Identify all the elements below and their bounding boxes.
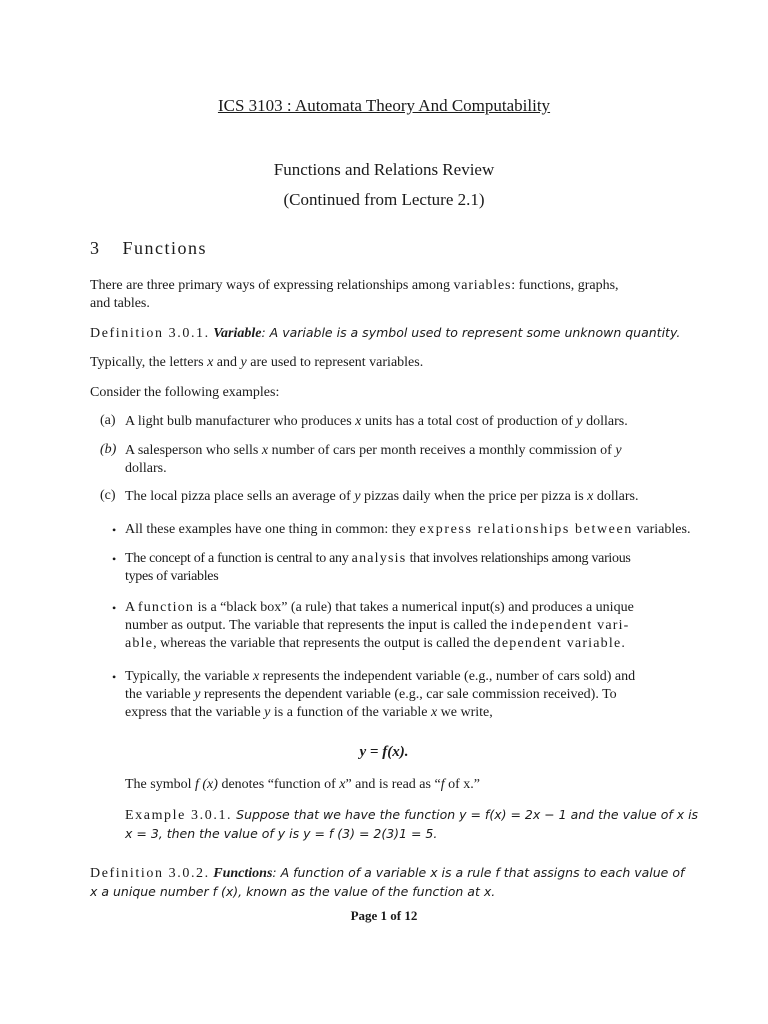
section-title: Functions: [122, 238, 208, 258]
document-subtitle: (Continued from Lecture 2.1): [283, 190, 485, 209]
definition-label: Definition 3.0.2.: [90, 866, 210, 881]
course-title: ICS 3103 : Automata Theory And Computability: [217, 96, 551, 115]
bullet-item: All these examples have one thing in common: they express relationships between variables.: [125, 522, 691, 537]
bullet-icon: •: [112, 523, 117, 537]
consider-sentence: Consider the following examples:: [90, 385, 280, 400]
document-title: Functions and Relations Review: [273, 160, 495, 179]
definition-3-0-1: Definition 3.0.1. Variable: A variable is a symbol used to represent some unknown quantity.: [90, 325, 681, 341]
bullet-item: The concept of a function is central to any analysis that involves relationships among various types of variables: [125, 551, 631, 584]
symbol-sentence: The symbol f (x) denotes “function of x” and is read as “f of x.”: [125, 777, 480, 792]
definition-3-0-2: Definition 3.0.2. Functions: A function of a variable x is a rule f that assigns to each value of x a unique number f (x), known as the value of the function at x.: [90, 865, 685, 899]
section-heading: [90, 238, 207, 259]
bullet-item: Typically, the variable x represents the independent variable (e.g., number of cars sold) and the variable y represents the dependent variable (e.g., car sale commission received). To express that the variable y is a function of the variable x we write,: [125, 669, 636, 720]
bullet-icon: •: [112, 670, 117, 684]
list-item: A light bulb manufacturer who produces x units has a total cost of production of y dollars.: [125, 414, 628, 429]
function-formula: y = f(x).: [359, 744, 409, 760]
page-number: Page 1 of 12: [350, 908, 418, 923]
definition-term: Functions: [213, 866, 273, 881]
list-item-label: (b): [100, 442, 117, 457]
list-item: A salesperson who sells x number of cars per month receives a monthly commission of y dollars.: [125, 443, 622, 476]
list-item: The local pizza place sells an average of y pizzas daily when the price per pizza is x dollars.: [125, 489, 639, 504]
example-3-0-1: Example 3.0.1. Suppose that we have the function y = f(x) = 2x − 1 and the value of x is x = 3, then the value of y is y = f (3) = 2(3)1 = 5.: [125, 807, 699, 841]
bullet-icon: •: [112, 601, 117, 615]
definition-term: Variable: [213, 326, 262, 341]
list-item-label: (c): [100, 488, 116, 503]
bullet-item: A function is a “black box” (a rule) that takes a numerical input(s) and produces a unique number as output. The variable that represents the input is called the independent vari- able, whereas the variable that represents the output is called the dependent variable.: [125, 600, 634, 651]
section-number: 3: [90, 238, 101, 258]
example-label: Example 3.0.1.: [125, 808, 233, 823]
bullet-icon: •: [112, 552, 117, 566]
intro-paragraph: There are three primary ways of expressing relationships among variables: functions, graphs, and tables.: [90, 278, 619, 311]
definition-label: Definition 3.0.1.: [90, 326, 210, 341]
variables-sentence: Typically, the letters x and y are used to represent variables.: [90, 355, 424, 370]
list-item-label: (a): [100, 413, 116, 428]
